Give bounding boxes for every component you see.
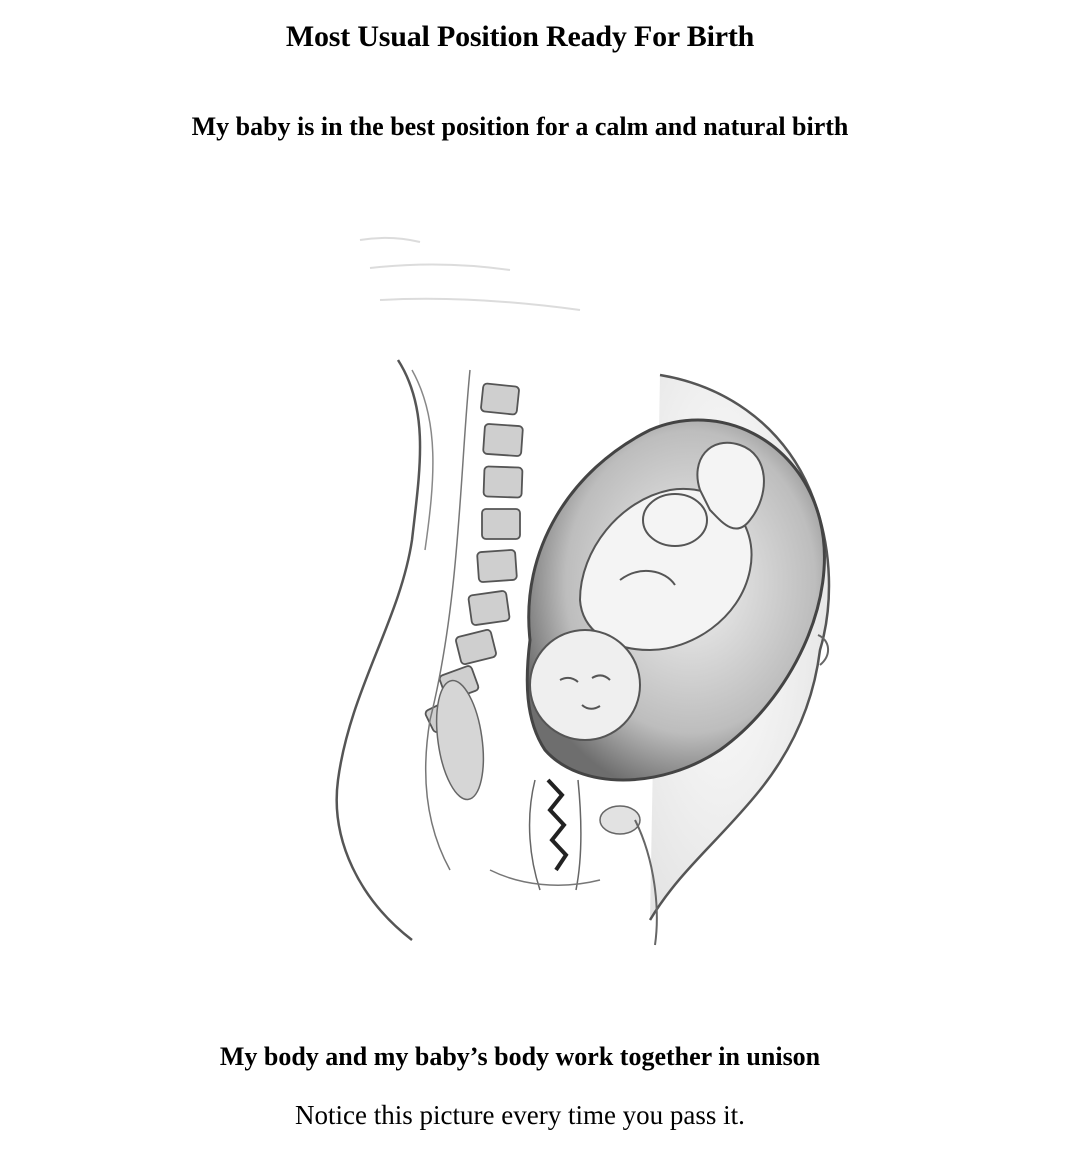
- affirmation-text: My body and my baby’s body work together in unison: [219, 1042, 821, 1071]
- organ-rear: [430, 678, 490, 803]
- page-title: Most Usual Position Ready For Birth: [285, 20, 755, 53]
- pregnancy-illustration: [320, 220, 860, 960]
- subtitle: My baby is in the best position for a calm and natural birth: [191, 112, 849, 141]
- sketch-marks: [360, 238, 580, 310]
- instruction-note: Notice this picture every time you pass it.: [295, 1100, 745, 1130]
- fetus-head: [530, 630, 640, 740]
- body-outline-back: [337, 360, 420, 940]
- birth-canal: [548, 780, 566, 870]
